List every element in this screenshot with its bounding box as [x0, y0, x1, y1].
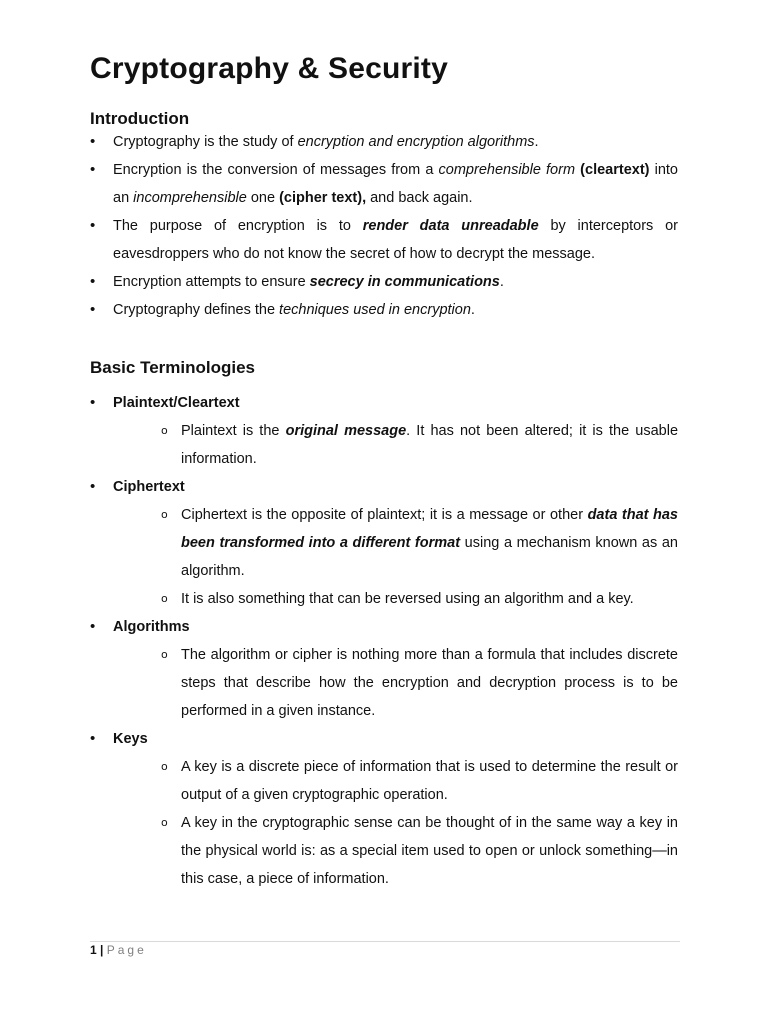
term-algorithms-details: [113, 641, 678, 725]
ciphertext-detail-2: o It is also something that can be reversed using an algorithm and a key.: [113, 585, 678, 613]
term-keys-title: Keys: [113, 731, 148, 747]
introduction-heading: Introduction: [90, 109, 190, 128]
term-ciphertext-details: [113, 501, 678, 613]
document-title: Cryptography & Security: [90, 52, 449, 85]
basic-terminologies-heading: Basic Terminologies: [90, 358, 256, 377]
ciphertext-detail-1: o Ciphertext is the opposite of plaintext; it is a message or other data that has been transformed into a different format using a mechanism known as an algorithm.: [113, 501, 678, 585]
term-algorithms-title: Algorithms: [113, 619, 190, 635]
term-keys: [90, 725, 678, 893]
term-plaintext-details: [113, 417, 678, 473]
plaintext-detail-1: o Plaintext is the original message. It has not been altered; it is the usable information.: [113, 417, 678, 473]
intro-bullet-1: • Cryptography is the study of encryption and encryption algorithms.: [90, 128, 678, 156]
footer-separator: |: [100, 943, 104, 957]
terminology-list: [90, 389, 678, 893]
page-number: 1: [90, 943, 97, 957]
page-label: Page: [106, 943, 147, 957]
intro-bullet-2: • Encryption is the conversion of messages from a comprehensible form (cleartext) into an incomprehensible one (cipher text), and back again.: [90, 156, 678, 212]
intro-bullet-3: • The purpose of encryption is to render data unreadable by interceptors or eavesdroppers who do not know the secret of how to decrypt the message.: [90, 212, 678, 268]
keys-detail-1: o A key is a discrete piece of information that is used to determine the result or output of a given cryptographic operation.: [113, 753, 678, 809]
term-plaintext-title: Plaintext/Cleartext: [113, 395, 240, 411]
term-algorithms: [90, 613, 678, 725]
keys-detail-2: o A key in the cryptographic sense can be thought of in the same way a key in the physical world is: as a special item used to open or unlock something—in this case, a piece of information.: [113, 809, 678, 893]
footer-divider: [90, 941, 680, 942]
intro-bullet-5: • Cryptography defines the techniques used in encryption.: [90, 296, 678, 324]
page-footer: [90, 943, 147, 957]
term-keys-details: [113, 753, 678, 893]
term-plaintext: [90, 389, 678, 473]
introduction-list: [90, 128, 678, 324]
intro-bullet-4: • Encryption attempts to ensure secrecy in communications.: [90, 268, 678, 296]
algorithms-detail-1: o The algorithm or cipher is nothing more than a formula that includes discrete steps that describe how the encryption and decryption process is to be performed in a given instance.: [113, 641, 678, 725]
term-ciphertext-title: Ciphertext: [113, 479, 185, 495]
term-ciphertext: [90, 473, 678, 613]
